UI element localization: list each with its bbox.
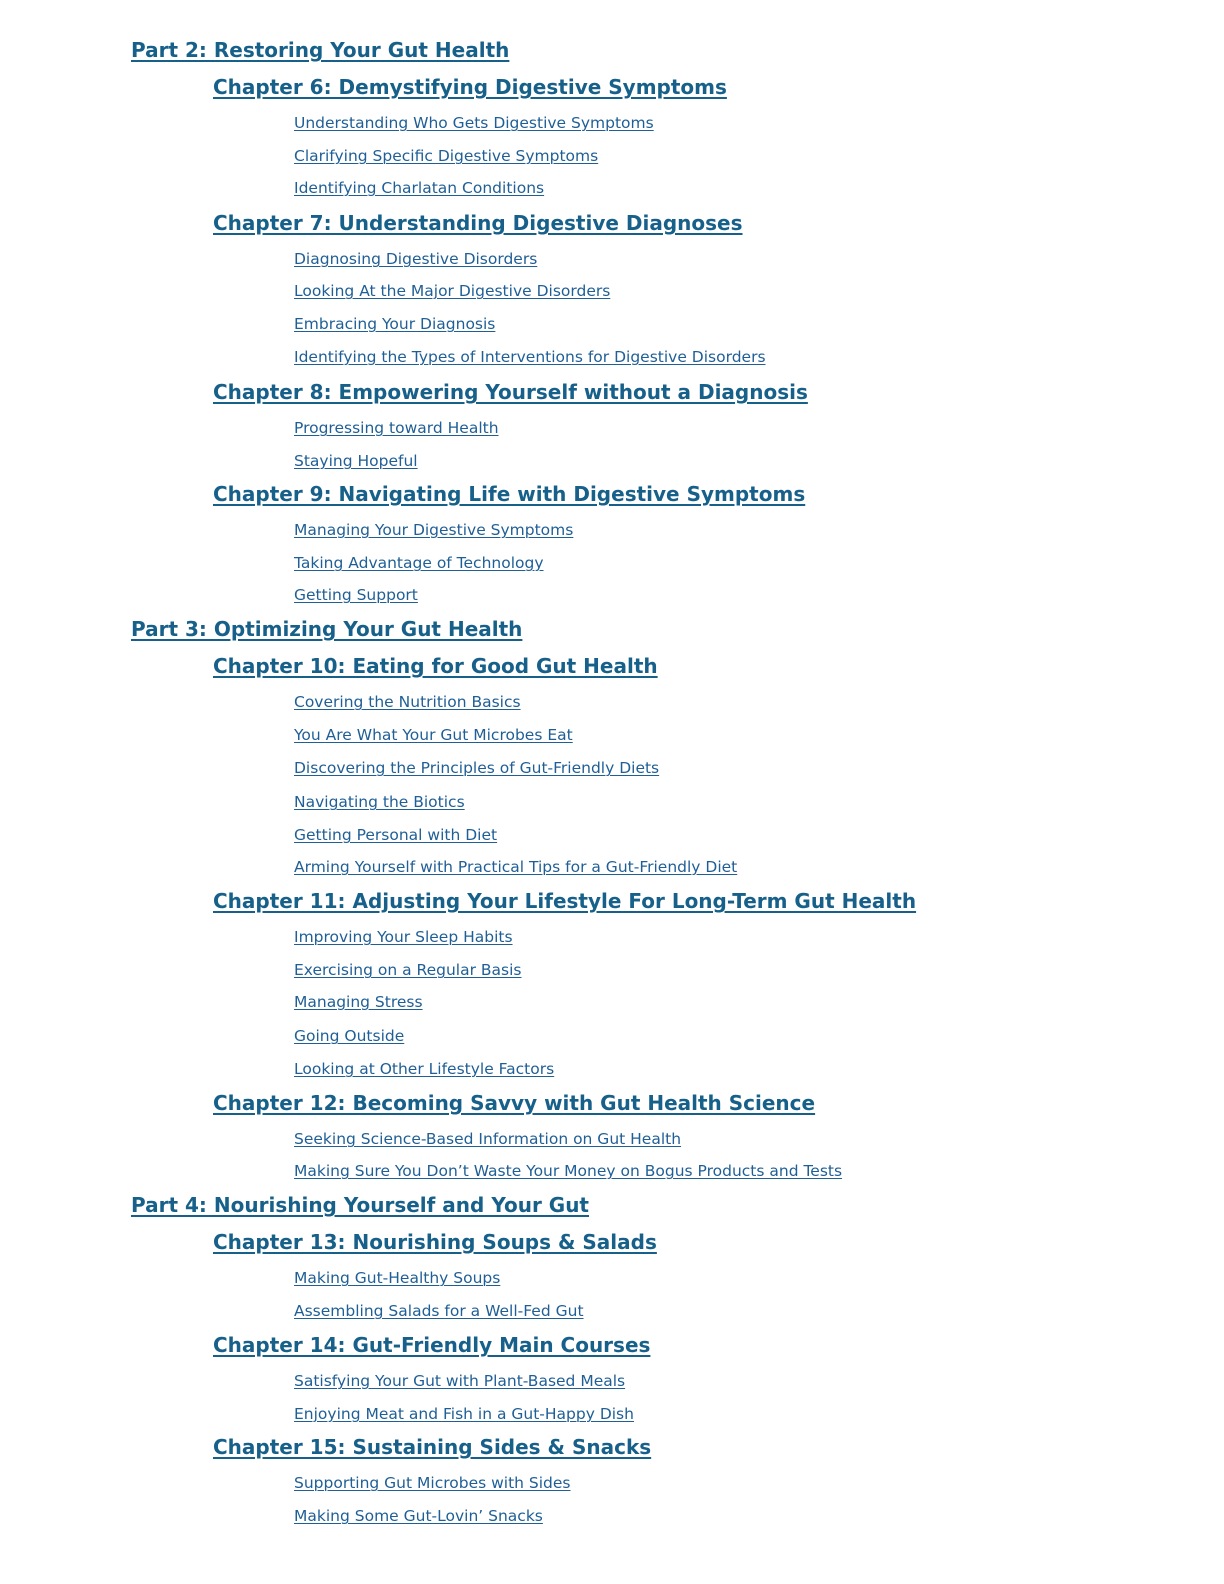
- toc-link-section[interactable]: Exercising on a Regular Basis: [294, 961, 522, 979]
- toc-link-section[interactable]: Supporting Gut Microbes with Sides: [294, 1474, 571, 1492]
- toc-link-section[interactable]: Arming Yourself with Practical Tips for a Gut-Friendly Diet: [294, 858, 738, 876]
- toc-link-chapter[interactable]: Chapter 9: Navigating Life with Digestive Symptoms: [213, 482, 806, 506]
- toc-link-part[interactable]: Part 3: Optimizing Your Gut Health: [131, 617, 523, 641]
- toc-link-section[interactable]: Assembling Salads for a Well-Fed Gut: [294, 1302, 584, 1320]
- toc-link-section[interactable]: Looking At the Major Digestive Disorders: [294, 282, 611, 300]
- toc-link-part[interactable]: Part 4: Nourishing Yourself and Your Gut: [131, 1193, 589, 1217]
- toc-link-section[interactable]: Understanding Who Gets Digestive Symptoms: [294, 114, 654, 132]
- toc-link-chapter[interactable]: Chapter 7: Understanding Digestive Diagnoses: [213, 211, 743, 235]
- toc-link-chapter[interactable]: Chapter 12: Becoming Savvy with Gut Health Science: [213, 1091, 816, 1115]
- toc-link-section[interactable]: Taking Advantage of Technology: [294, 554, 544, 572]
- toc-link-chapter[interactable]: Chapter 6: Demystifying Digestive Symptoms: [213, 75, 727, 99]
- toc-link-section[interactable]: Making Sure You Don’t Waste Your Money on Bogus Products and Tests: [294, 1162, 843, 1180]
- toc-link-part[interactable]: Part 2: Restoring Your Gut Health: [131, 38, 510, 62]
- toc-link-section[interactable]: Navigating the Biotics: [294, 793, 465, 811]
- toc-link-section[interactable]: Getting Personal with Diet: [294, 826, 498, 844]
- toc-link-section[interactable]: Making Some Gut-Lovin’ Snacks: [294, 1507, 543, 1525]
- toc-link-chapter[interactable]: Chapter 14: Gut-Friendly Main Courses: [213, 1333, 651, 1357]
- toc-link-section[interactable]: Managing Stress: [294, 993, 423, 1011]
- toc-link-chapter[interactable]: Chapter 8: Empowering Yourself without a Diagnosis: [213, 380, 808, 404]
- toc-link-section[interactable]: Identifying the Types of Interventions for Digestive Disorders: [294, 348, 766, 366]
- toc-link-section[interactable]: Improving Your Sleep Habits: [294, 928, 513, 946]
- toc-link-section[interactable]: Staying Hopeful: [294, 452, 418, 470]
- toc-link-section[interactable]: Identifying Charlatan Conditions: [294, 179, 545, 197]
- toc-link-section[interactable]: Covering the Nutrition Basics: [294, 693, 521, 711]
- toc-link-section[interactable]: You Are What Your Gut Microbes Eat: [294, 726, 573, 744]
- toc-link-section[interactable]: Seeking Science-Based Information on Gut Health: [294, 1130, 682, 1148]
- toc-link-section[interactable]: Getting Support: [294, 586, 418, 604]
- toc-link-section[interactable]: Embracing Your Diagnosis: [294, 315, 496, 333]
- toc-link-section[interactable]: Going Outside: [294, 1027, 405, 1045]
- toc-link-section[interactable]: Diagnosing Digestive Disorders: [294, 250, 538, 268]
- toc-link-chapter[interactable]: Chapter 11: Adjusting Your Lifestyle For Long-Term Gut Health: [213, 889, 917, 913]
- toc-link-section[interactable]: Clarifying Specific Digestive Symptoms: [294, 147, 599, 165]
- toc-link-section[interactable]: Discovering the Principles of Gut-Friendly Diets: [294, 759, 660, 777]
- toc-link-section[interactable]: Making Gut-Healthy Soups: [294, 1269, 501, 1287]
- toc-link-section[interactable]: Looking at Other Lifestyle Factors: [294, 1060, 555, 1078]
- toc-link-chapter[interactable]: Chapter 13: Nourishing Soups & Salads: [213, 1230, 657, 1254]
- toc-link-section[interactable]: Satisfying Your Gut with Plant-Based Meals: [294, 1372, 626, 1390]
- toc-link-section[interactable]: Managing Your Digestive Symptoms: [294, 521, 574, 539]
- toc-link-section[interactable]: Progressing toward Health: [294, 419, 499, 437]
- toc-link-chapter[interactable]: Chapter 15: Sustaining Sides & Snacks: [213, 1435, 652, 1459]
- toc-link-section[interactable]: Enjoying Meat and Fish in a Gut-Happy Dish: [294, 1405, 634, 1423]
- toc-link-chapter[interactable]: Chapter 10: Eating for Good Gut Health: [213, 654, 658, 678]
